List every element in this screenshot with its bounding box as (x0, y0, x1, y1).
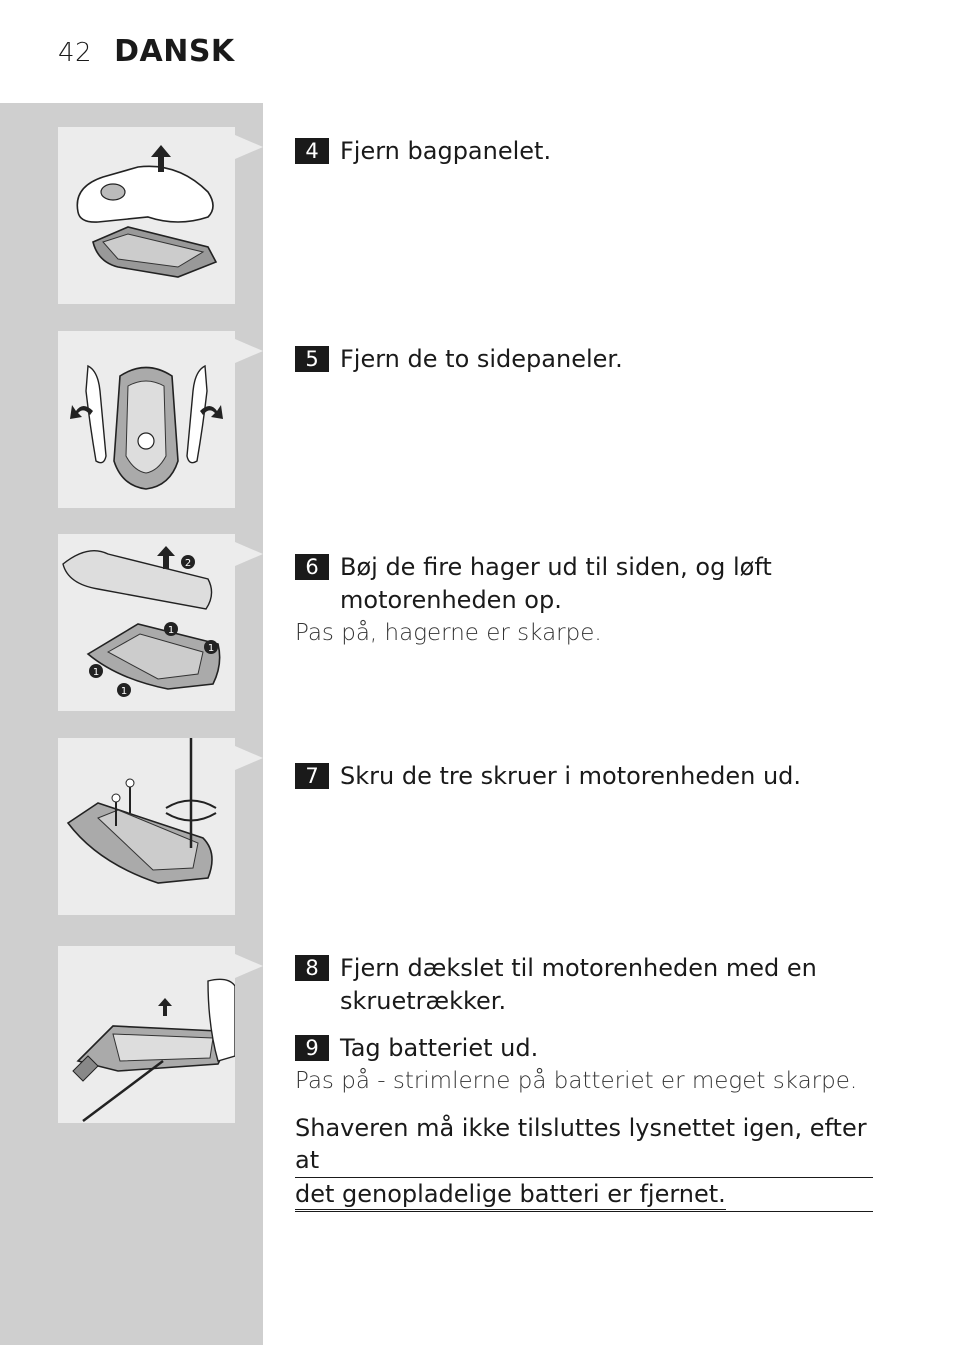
step-instruction: Bøj de fire hager ud til siden, og løft motorenheden op. (340, 553, 772, 614)
callout-number: 1 (207, 643, 215, 654)
step-4 (295, 135, 885, 168)
step-note: Pas på, hagerne er skarpe. (295, 620, 602, 646)
step-number-badge: 8 (295, 955, 329, 981)
step-5 (295, 343, 885, 376)
unscrew-illustration (58, 738, 235, 915)
warning-line-2: det genopladelige batteri er fjernet. (295, 1180, 726, 1208)
step-note: Pas på - strimlerne på batteriet er meget skarpe. (295, 1068, 858, 1094)
step-instruction: Tag batteriet ud. (340, 1034, 539, 1062)
figure-unscrew (58, 738, 235, 915)
callout-number: 2 (184, 558, 192, 569)
step-9 (295, 1032, 885, 1097)
warning-line-1: Shaveren må ikke tilsluttes lysnettet igen, efter at (295, 1112, 873, 1178)
step-instruction: Skru de tre skruer i motorenheden ud. (340, 762, 802, 790)
callout-number: 1 (120, 686, 128, 697)
step-number-badge: 4 (295, 138, 329, 164)
figure-pointer (235, 339, 263, 363)
page-header (58, 34, 235, 69)
step-6 (295, 551, 775, 649)
figure-back-panel-removal (58, 127, 235, 304)
figure-side-panels-removal (58, 331, 235, 508)
figure-pointer (235, 954, 263, 978)
step-number-badge: 9 (295, 1035, 329, 1061)
warning-notice (295, 1112, 873, 1212)
step-7 (295, 760, 885, 793)
motor-unit-lift-illustration (58, 534, 235, 711)
back-panel-removal-illustration (58, 127, 235, 304)
section-language-title: DANSK (114, 34, 235, 69)
screwdriver-cover-illustration (58, 946, 235, 1123)
warning-line-2-wrapper (295, 1178, 873, 1212)
figure-pointer (235, 542, 263, 566)
step-instruction: Fjern bagpanelet. (340, 137, 552, 165)
step-instruction: Fjern dækslet til motorenheden med en skruetrækker. (340, 954, 817, 1015)
figure-pointer (235, 135, 263, 159)
step-instruction: Fjern de to sidepaneler. (340, 345, 623, 373)
step-8 (295, 952, 825, 1018)
figure-screwdriver-cover (58, 946, 235, 1123)
page-number: 42 (58, 38, 93, 68)
step-number-badge: 6 (295, 554, 329, 580)
callout-number: 1 (167, 625, 175, 636)
side-panels-removal-illustration (58, 331, 235, 508)
figure-pointer (235, 746, 263, 770)
figure-motor-unit-lift (58, 534, 235, 711)
step-number-badge: 5 (295, 346, 329, 372)
step-number-badge: 7 (295, 763, 329, 789)
callout-number: 1 (92, 667, 100, 678)
